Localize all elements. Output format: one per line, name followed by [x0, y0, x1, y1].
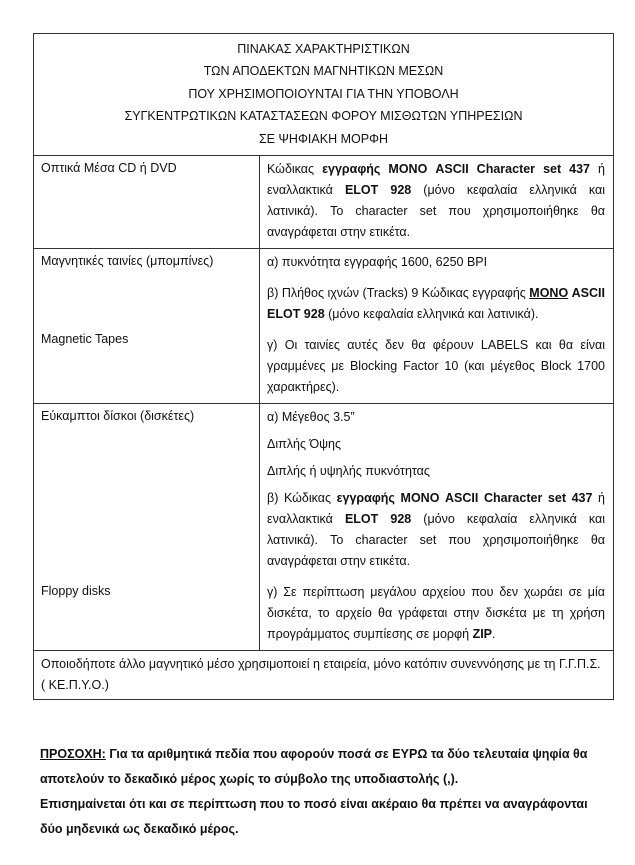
tapes-spec-c: γ) Οι ταινίες αυτές δεν θα φέρουν LABELS και θα είναι γραμμένες με Blocking Factor 10 (και μέγεθος Block 1700 χαρακτήρες).: [267, 338, 605, 395]
table-row-optical: [34, 156, 614, 249]
floppy-spec: [260, 404, 614, 651]
attention-text: Για τα αριθμητικά πεδία που αφορούν ποσά σε ΕΥΡΩ τα δύο τελευταία ψηφία θα αποτελούν το δεκαδικό μέρος χωρίς το σύμβολο της υποδιαστολής (,).: [40, 747, 588, 786]
document-page: [33, 33, 614, 700]
table-title: [34, 34, 614, 156]
floppy-spec-a: α) Μέγεθος 3.5”: [267, 410, 355, 425]
title-line: ΣΥΓΚΕΝΤΡΩΤΙΚΩΝ ΚΑΤΑΣΤΑΣΕΩΝ ΦΟΡΟΥ ΜΙΣΘΩΤΩΝ ΥΠΗΡΕΣΙΩΝ: [124, 109, 523, 124]
title-line: ΠΟΥ ΧΡΗΣΙΜΟΠΟΙΟΥΝΤΑΙ ΓΙΑ ΤΗΝ ΥΠΟΒΟΛΗ: [188, 86, 459, 101]
tapes-label-cell: [34, 249, 260, 404]
floppy-spec-a2: Διπλής Όψης: [267, 437, 342, 452]
attention-label: ΠΡΟΣΟΧΗ:: [40, 747, 106, 761]
tapes-spec-a: α) πυκνότητα εγγραφής 1600, 6250 BPI: [267, 255, 488, 270]
optical-media-spec: Κώδικας εγγραφής ΜΟΝΟ ASCII Character set 437 ή εναλλακτικά ELOT 928 (μόνο κεφαλαία ελληνικά και λατινικά). Το character set που χρησιμοποιήθηκε θα αναγράφεται στην ετικέτα.: [260, 156, 614, 249]
attention-note: [40, 742, 610, 842]
floppy-label-en: Floppy disks: [41, 584, 111, 599]
table-row-floppy: [34, 404, 614, 651]
title-line: ΠΙΝΑΚΑΣ ΧΑΡΑΚΤΗΡΙΣΤΙΚΩΝ: [237, 42, 410, 56]
floppy-spec-c: γ) Σε περίπτωση μεγάλου αρχείου που δεν χωράει σε μία δισκέτα, το αρχείο θα γράφεται στην δισκέτα με τη χρήση προγράμματος συμπίεσης σε μορφή ZIP.: [267, 585, 605, 642]
tapes-label-en: Magnetic Tapes: [41, 332, 129, 347]
floppy-spec-b: β) Κώδικας εγγραφής ΜΟΝΟ ASCII Character set 437 ή εναλλακτικά ELOT 928 (μόνο κεφαλαία ελληνικά και λατινικά). Το character set που χρησιμοποιήθηκε θα αναγράφεται στην ετικέτα.: [267, 491, 606, 569]
title-row: [34, 34, 614, 156]
tapes-label: Μαγνητικές ταινίες (μπομπίνες): [41, 254, 214, 269]
title-line: ΣΕ ΨΗΦΙΑΚΗ ΜΟΡΦΗ: [258, 131, 389, 146]
optical-media-label: Οπτικά Μέσα CD ή DVD: [34, 156, 260, 249]
floppy-label-cell: [34, 404, 260, 651]
title-line: ΤΩΝ ΑΠΟΔΕΚΤΩΝ ΜΑΓΝΗΤΙΚΩΝ ΜΕΣΩΝ: [203, 64, 444, 79]
table-row-tapes: [34, 249, 614, 404]
tapes-spec: [260, 249, 614, 404]
table-row-other: [34, 651, 614, 700]
floppy-label: Εύκαμπτοι δίσκοι (δισκέτες): [41, 409, 195, 424]
tapes-spec-b: β) Πλήθος ιχνών (Tracks) 9 Κώδικας εγγραφής ΜΟΝΟ ASCII ELOT 928 (μόνο κεφαλαία ελληνικά και λατινικά).: [267, 286, 605, 322]
characteristics-table: [33, 33, 614, 700]
other-media-text: Οποιοδήποτε άλλο μαγνητικό μέσο χρησιμοποιεί η εταιρεία, μόνο κατόπιν συνεννόησης με τη Γ.Γ.Π.Σ. ( ΚΕ.Π.Υ.Ο.): [34, 651, 614, 700]
floppy-spec-a3: Διπλής ή υψηλής πυκνότητας: [267, 464, 430, 479]
attention-text-2: Επισημαίνεται ότι και σε περίπτωση που το ποσό είναι ακέραιο θα πρέπει να αναγράφονται δύο μηδενικά ως δεκαδικό μέρος.: [40, 797, 588, 836]
